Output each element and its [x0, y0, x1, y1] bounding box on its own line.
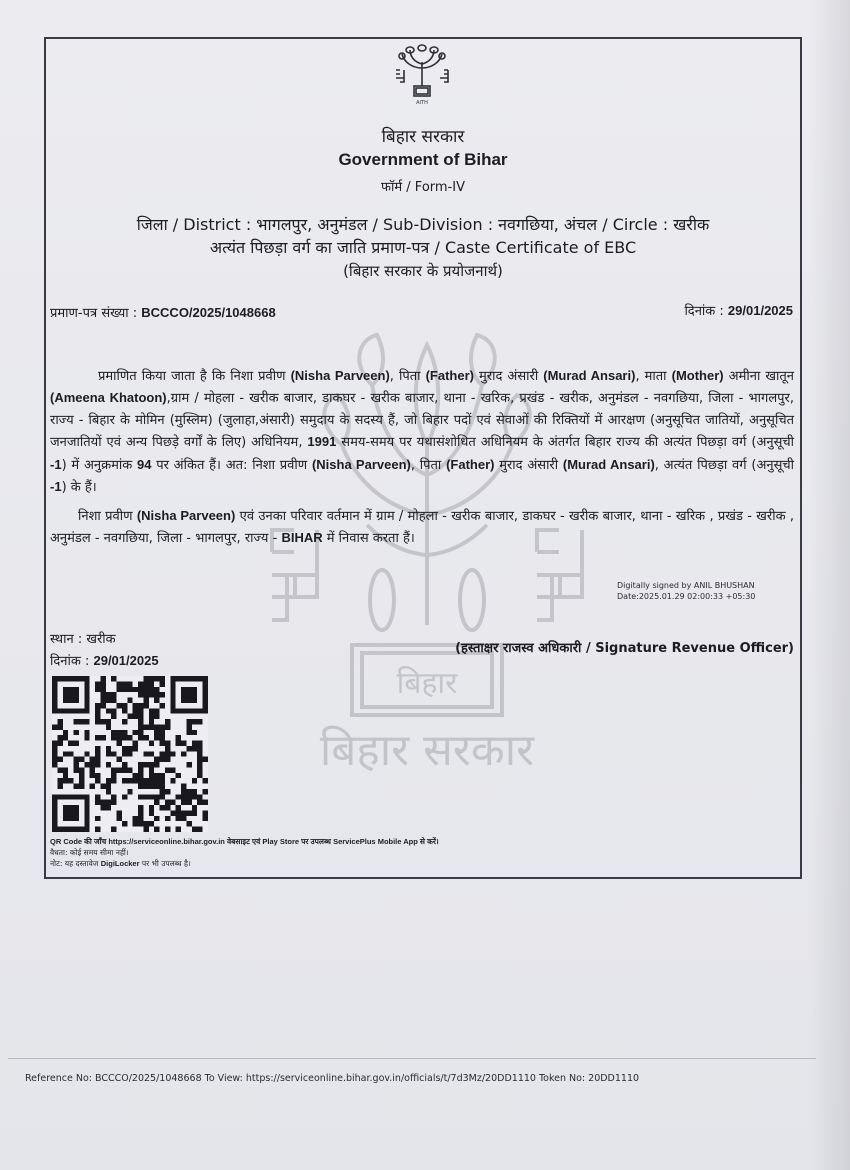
- paragraph-text-segment: प्रमाणित किया जाता है कि निशा प्रवीण: [98, 369, 291, 384]
- paragraph-text-segment: BIHAR: [281, 530, 323, 546]
- certificate-number-value: BCCCO/2025/1048668: [141, 305, 276, 320]
- reference-footer: Reference No: BCCCO/2025/1048668 To View: https://serviceonline.bihar.gov.in/officials/t/7d3Mz/20DD1110 Token No: 20DD1110: [25, 1073, 640, 1084]
- digital-signature-signer: Digitally signed by ANIL BHUSHAN: [617, 581, 755, 590]
- issue-date-label: दिनांक :: [50, 654, 94, 669]
- certificate-date: [684, 301, 793, 319]
- paragraph-text-segment: , अत्यंत पिछड़ा वर्ग (अनुसूची: [654, 457, 794, 473]
- paragraph-text-segment: -1: [50, 479, 62, 495]
- paragraph-text-segment: (Nisha Parveen): [136, 508, 236, 523]
- govt-name-hindi: बिहार सरकार: [381, 127, 465, 147]
- paragraph-text-segment: (Murad Ansari): [562, 456, 655, 472]
- paragraph-text-segment: -1: [50, 456, 62, 472]
- certificate-number: [50, 303, 276, 321]
- paragraph-text-segment: (Nisha Parveen): [311, 456, 411, 472]
- svg-text:बिहार सरकार: बिहार सरकार: [319, 725, 535, 775]
- form-number: फॉर्म / Form-IV: [381, 180, 465, 195]
- qr-note-line-2: वैधता: कोई समय सीमा नहीं।: [50, 848, 129, 857]
- certificate-body-paragraph-1: [50, 365, 794, 498]
- location-line: जिला / District : भागलपुर, अनुमंडल / Sub-Division : नवगछिया, अंचल / Circle : खरीक: [136, 215, 710, 234]
- paragraph-text-segment: पर अंकित हैं। अत: निशा प्रवीण: [151, 457, 312, 473]
- paragraph-text-segment: (Nisha Parveen): [290, 368, 390, 383]
- paragraph-text-segment: ) के हैं।: [61, 480, 97, 496]
- paragraph-text-segment: में निवास करता हैं।: [322, 531, 415, 547]
- paragraph-text-segment: (Murad Ansari): [543, 368, 636, 383]
- paragraph-text-segment: समय-समय पर यथासंशोधित अधिनियम के अंतर्गत बिहार राज्य की अत्यंत पिछड़ा वर्ग (अनुसूची: [336, 435, 794, 451]
- paragraph-text-segment: ,ग्राम / मोहला - खरीक बाजार, डाकघर - खरीक बाजार, थाना - खरिक, प्रखंड - खरीक, अनुमंडल - नवगछिया, जिला - भागलपुर, राज्य - बिहार के मोमिन (मुस्लिम) (जुलाहा,अंसारी) समुदाय के सदस्य हैं, जो बिहार पदों एवं सेवाओं की रिक्तियों में आरक्षण (अनुसूचित जातियों, अनुसूचित जनजातियों एवं अन्य पिछड़े वर्गों के लिए) अधिनियम,: [50, 391, 794, 451]
- paragraph-text-segment: ) में अनुक्रमांक: [61, 457, 137, 473]
- paragraph-text-segment: 94: [136, 456, 152, 472]
- footer-divider: [8, 1058, 816, 1059]
- place-label: स्थान :: [50, 632, 87, 647]
- paragraph-text-segment: मुराद अंसारी: [494, 457, 563, 473]
- place-and-date: [50, 629, 159, 672]
- paragraph-text-segment: , पिता: [389, 369, 426, 384]
- paragraph-text-segment: , पिता: [410, 457, 447, 473]
- paragraph-text-segment: एवं उनका परिवार वर्तमान में ग्राम / मोहला - खरीक बाजार, डाकघर - खरीक बाजार, थाना - खरिक , प्रखंड - खरीक , अनुमंडल - नवगछिया, जिला - भागलपुर, राज्य -: [50, 509, 795, 547]
- paragraph-text-segment: निशा प्रवीण: [78, 509, 137, 524]
- paragraph-text-segment: (Ameena Khatoon): [50, 390, 167, 406]
- paragraph-text-segment: मुराद अंसारी: [473, 369, 544, 384]
- page-edge-shadow: [810, 0, 850, 1170]
- paragraph-text-segment: अमीना खातून: [723, 369, 795, 384]
- paragraph-text-segment: (Father): [425, 368, 474, 383]
- paragraph-text-segment: (Mother): [671, 368, 724, 383]
- certificate-title: अत्यंत पिछड़ा वर्ग का जाति प्रमाण-पत्र / Caste Certificate of EBC: [209, 238, 637, 257]
- digital-signature: [617, 580, 755, 602]
- qr-verification-notes: [50, 836, 439, 869]
- certificate-date-value: 29/01/2025: [727, 303, 793, 318]
- govt-name-english: Government of Bihar: [338, 150, 508, 169]
- svg-text:AITH: AITH: [416, 100, 428, 106]
- qr-note-line-1: QR Code की जाँच https://serviceonline.bihar.gov.in वेबसाइट एवं Play Store पर उपलब्ध ServicePlus Mobile App से करें।: [50, 837, 439, 846]
- paragraph-text-segment: (Father): [446, 456, 495, 472]
- paragraph-text-segment: , माता: [635, 369, 672, 384]
- certificate-number-label: प्रमाण-पत्र संख्या :: [50, 306, 142, 321]
- bihar-emblem-icon: [390, 42, 454, 106]
- certificate-date-label: दिनांक :: [684, 304, 728, 319]
- issue-date-value: 29/01/2025: [93, 653, 159, 668]
- digital-signature-date: Date:2025.01.29 02:00:33 +05:30: [617, 592, 756, 601]
- qr-code[interactable]: [52, 676, 208, 832]
- certificate-body-paragraph-2: [50, 505, 794, 550]
- qr-note-line-3: नोट: यह दस्तावेज DigiLocker पर भी उपलब्ध है।: [50, 859, 191, 868]
- paragraph-text-segment: 1991: [307, 434, 337, 450]
- svg-text:बिहार: बिहार: [396, 666, 458, 701]
- place-value: खरीक: [86, 632, 116, 647]
- signatory-designation: (हस्ताक्षर राजस्व अधिकारी / Signature Revenue Officer): [455, 641, 794, 656]
- certificate-purpose: (बिहार सरकार के प्रयोजनार्थ): [343, 262, 503, 280]
